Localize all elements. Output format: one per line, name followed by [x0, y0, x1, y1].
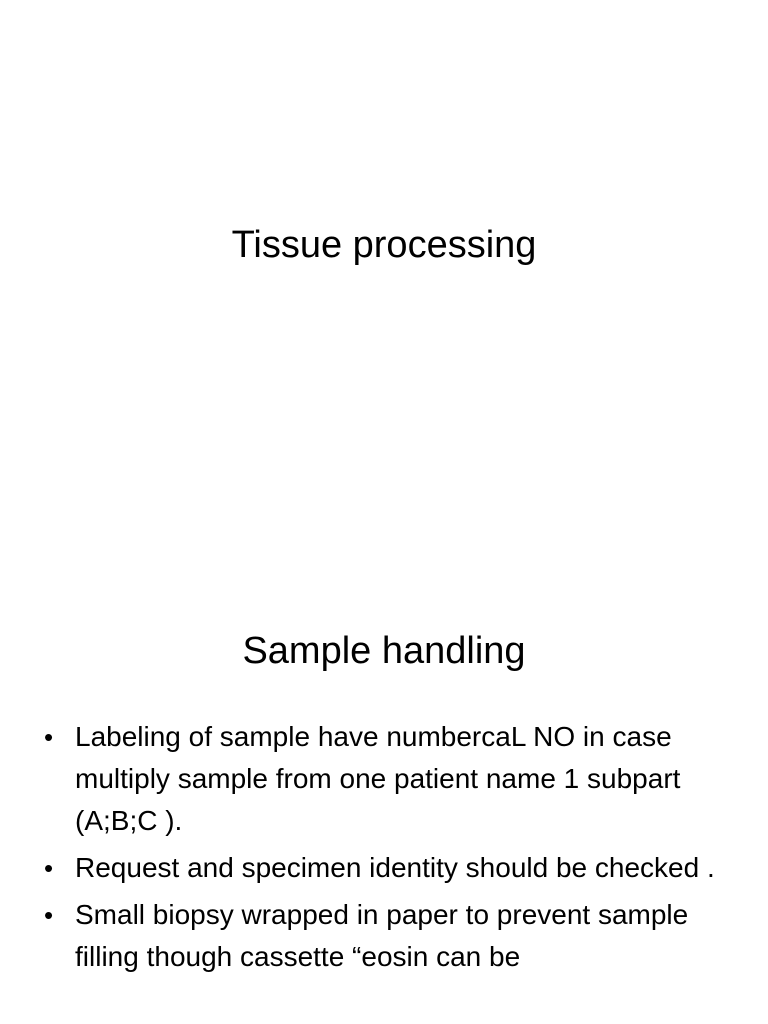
bullet-item-labeling — [44, 716, 724, 842]
bullet-list — [44, 716, 724, 983]
bullet-text: Request and specimen identity should be checked . — [75, 852, 715, 883]
bullet-dot-icon: • — [44, 722, 54, 752]
bullet-text: Small biopsy wrapped in paper to prevent sample filling though cassette “eosin can be — [75, 899, 689, 972]
bullet-item-small-biopsy — [44, 894, 724, 978]
slide-title: Tissue processing — [231, 224, 537, 266]
bullet-item-request — [44, 847, 724, 889]
slide-sample-handling — [0, 576, 768, 1024]
bullet-text: Labeling of sample have numbercaL NO in case multiply sample from one patient name 1 subpart (A;B;C ). — [75, 721, 681, 836]
bullet-dot-icon: • — [44, 853, 54, 883]
slide-title: Sample handling — [242, 630, 526, 672]
bullet-dot-icon: • — [44, 900, 54, 930]
